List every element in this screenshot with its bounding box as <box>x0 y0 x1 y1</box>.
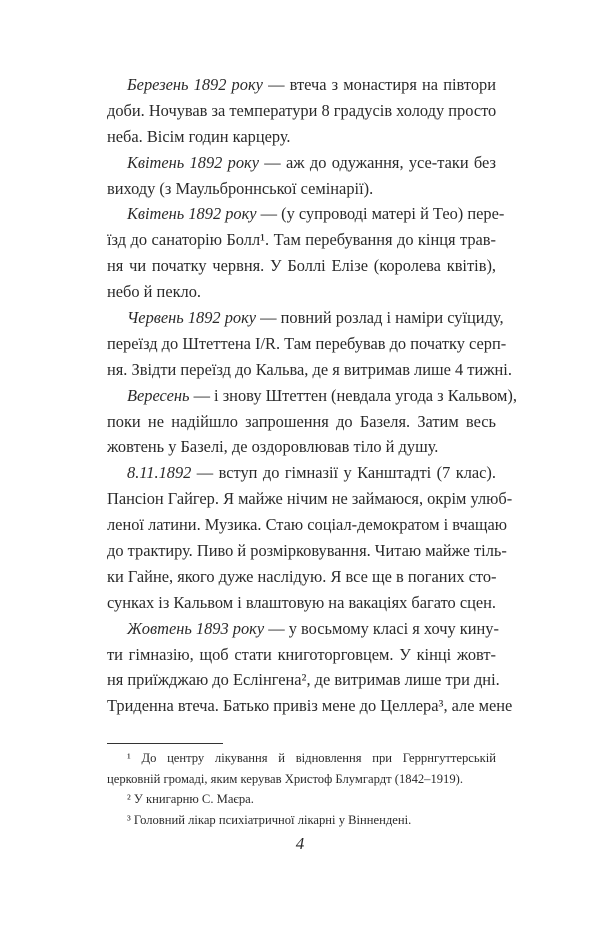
paragraph <box>107 383 517 461</box>
text-line <box>107 305 504 331</box>
text-line <box>107 279 496 305</box>
body-text <box>107 72 517 719</box>
text-line <box>107 616 499 642</box>
line-text: ки Гайне, якого дуже наслідую. Я все ще в поганих сто- <box>107 566 497 586</box>
paragraph <box>107 460 513 615</box>
line-text: ня приїжджаю до Еслінгена², де витримав лише три дні. <box>107 670 500 690</box>
text-line <box>107 434 496 460</box>
line-text: поки не надійшло запрошення до Базеля. Затим весь <box>107 411 496 431</box>
paragraph <box>107 150 496 202</box>
line-text: жовтень у Базелі, де оздоровлював тіло й душу. <box>107 437 439 457</box>
footnote <box>107 789 496 810</box>
line-text: їзд до санаторію Болл¹. Там перебування до кінця трав- <box>107 230 496 250</box>
text-line <box>107 227 496 253</box>
footnote <box>107 748 496 789</box>
line-text: виходу (з Маульброннської семінарії). <box>107 178 374 198</box>
text-line <box>107 538 507 564</box>
line-text: доби. Ночував за температури 8 градусів холоду просто <box>107 100 497 120</box>
text-line <box>107 150 496 176</box>
text-line <box>107 512 508 538</box>
text-line <box>107 72 496 98</box>
line-text: неба. Вісім годин карцеру. <box>107 126 291 146</box>
line-text: — вступ до гімназії у Канштадті (7 клас). <box>191 463 496 483</box>
text-line <box>107 253 496 279</box>
line-text: — повний розлад і наміри суїциду, <box>256 308 504 328</box>
text-line <box>107 124 496 150</box>
paragraph <box>107 72 496 150</box>
text-line <box>107 590 496 616</box>
line-text: — у восьмому класі я хочу кину- <box>264 618 499 638</box>
line-text: — аж до одужання, усе-таки без <box>258 152 496 172</box>
date-lead: Квітень 1892 року <box>127 152 259 172</box>
line-text: — (у супроводі матері й Тео) пере- <box>256 204 505 224</box>
footnote <box>107 810 496 831</box>
line-text: ти гімназію, щоб стати книготорговцем. У кінці жовт- <box>107 644 496 664</box>
line-text: Триденна втеча. Батько привіз мене до Целлера³, але мене <box>107 696 513 716</box>
text-line <box>107 667 500 693</box>
text-line <box>107 383 517 409</box>
footnote-line: ¹ До центру лікування й відновлення при Геррнгуттерській <box>127 751 496 765</box>
line-text: сунках із Кальвом і влаштовую на вакаціях багато сцен. <box>107 592 497 612</box>
line-text: переїзд до Штеттена I/R. Там перебував до початку серп- <box>107 333 507 353</box>
paragraph <box>107 305 512 383</box>
page-number: 4 <box>295 834 305 853</box>
text-line <box>107 201 505 227</box>
text-line <box>107 564 496 590</box>
footnote-line: церковній громаді, яким керував Христоф Блумгардт (1842–1919). <box>107 771 463 786</box>
text-line <box>107 98 496 124</box>
date-lead: Жовтень 1893 року <box>127 618 265 638</box>
footnote-line: ² У книгарню С. Маєра. <box>127 792 254 806</box>
line-text: ня. Звідти переїзд до Кальва, де я витримав лише 4 тижні. <box>107 359 512 379</box>
text-line <box>107 409 496 435</box>
footnotes <box>107 748 496 830</box>
paragraph <box>107 201 505 305</box>
text-line <box>107 693 513 719</box>
text-line <box>107 460 496 486</box>
date-lead: 8.11.1892 <box>127 463 192 483</box>
date-lead: Квітень 1892 року <box>127 204 257 224</box>
line-text: ня чи початку червня. У Боллі Елізе (королева квітів), <box>107 256 496 276</box>
line-text: Пансіон Гайгер. Я майже нічим не займаюся, окрім улюб- <box>107 489 513 509</box>
line-text: — і знову Штеттен (невдала угода з Кальвом), <box>189 385 517 405</box>
line-text: — втеча з монастиря на півтори <box>262 75 496 94</box>
line-text: до трактиру. Пиво й розмірковування. Читаю майже тіль- <box>107 541 507 561</box>
text-line <box>107 176 496 202</box>
text-line <box>107 486 513 512</box>
footnote-line: ³ Головний лікар психіатричної лікарні у Віннендені. <box>127 812 412 827</box>
date-lead: Вересень <box>127 385 190 405</box>
line-text: леної латини. Музика. Стаю соціал-демократом і вчащаю <box>107 515 508 535</box>
date-lead: Березень 1892 року <box>127 75 263 94</box>
text-line <box>107 642 496 668</box>
footnote-divider <box>107 743 223 744</box>
line-text: небо й пекло. <box>107 282 202 302</box>
date-lead: Червень 1892 року <box>127 308 257 328</box>
paragraph <box>107 616 513 720</box>
text-line <box>107 331 507 357</box>
text-line <box>107 357 512 383</box>
